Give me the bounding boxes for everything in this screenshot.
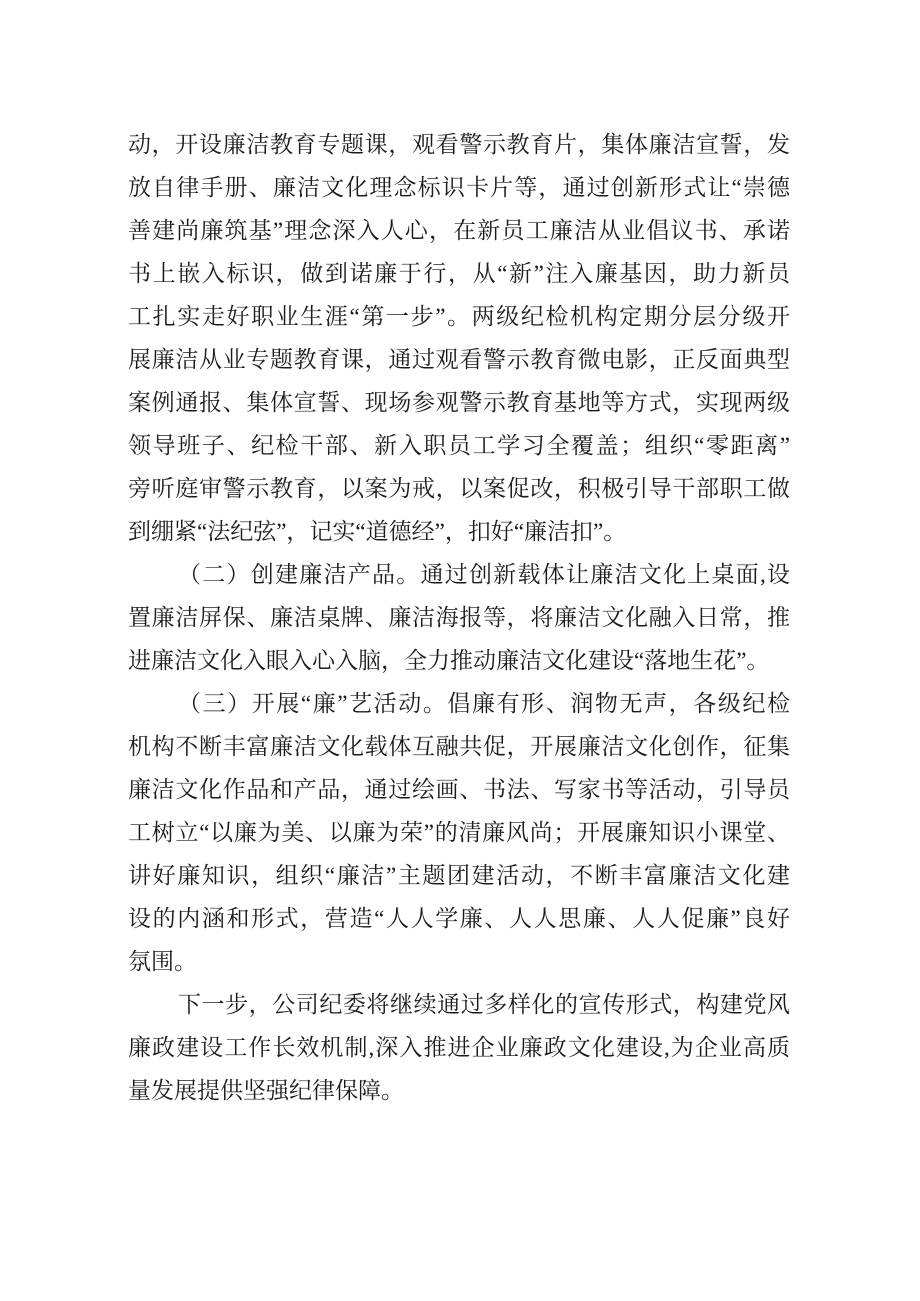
text-line: （二）创建廉洁产品。通过创新载体让廉洁文化上桌面,设 [178,562,790,587]
text-line: 机构不断丰富廉洁文化载体互融共促，开展廉洁文化创作，征集 [128,734,790,759]
document-body [128,123,790,1112]
text-line: 量发展提供坚强纪律保障。 [128,1078,404,1103]
text-line: 放自律手册、廉洁文化理念标识卡片等，通过创新形式让“崇德 [128,175,790,200]
text-line: 廉政建设工作长效机制,深入推进企业廉政文化建设,为企业高质 [128,1035,790,1060]
text-line: 置廉洁屏保、廉洁桌牌、廉洁海报等，将廉洁文化融入日常，推 [128,605,790,630]
text-line: 动，开设廉洁教育专题课，观看警示教育片，集体廉洁宣誓，发 [128,132,790,157]
text-line: 进廉洁文化入眼入心入脑，全力推动廉洁文化建设“落地生花”。 [128,648,770,673]
text-line: 善建尚廉筑基”理念深入人心，在新员工廉洁从业倡议书、承诺 [128,218,790,243]
text-line: 下一步，公司纪委将继续通过多样化的宣传形式，构建党风 [178,992,790,1017]
text-line: 氛围。 [128,949,197,974]
text-line: 工树立“以廉为美、以廉为荣”的清廉风尚；开展廉知识小课堂、 [128,820,790,845]
text-line: （三）开展“廉”艺活动。倡廉有形、润物无声，各级纪检 [178,691,790,716]
text-line: 展廉洁从业专题教育课，通过观看警示教育微电影，正反面典型 [128,347,790,372]
text-line: 领导班子、纪检干部、新入职员工学习全覆盖；组织“零距离” [128,433,790,458]
text-line: 讲好廉知识，组织“廉洁”主题团建活动，不断丰富廉洁文化建 [128,863,790,888]
paragraph-closing-next-steps [128,983,790,1112]
text-line: 设的内涵和形式，营造“人人学廉、人人思廉、人人促廉”良好 [128,906,790,931]
text-line: 旁听庭审警示教育，以案为戒，以案促改，积极引导干部职工做 [128,476,790,501]
text-line: 书上嵌入标识，做到诺廉于行，从“新”注入廉基因，助力新员 [128,261,790,286]
paragraph-item-3-art-activities [128,682,790,983]
text-line: 廉洁文化作品和产品，通过绘画、书法、写家书等活动，引导员 [128,777,790,802]
text-line: 案例通报、集体宣誓、现场参观警示教育基地等方式，实现两级 [128,390,790,415]
text-line: 工扎实走好职业生涯“第一步”。两级纪检机构定期分层分级开 [128,304,790,329]
paragraph-item-2-products [128,553,790,682]
paragraph-continuation-education [128,123,790,553]
text-line: 到绷紧“法纪弦”，记实“道德经”，扣好“廉洁扣”。 [128,519,627,544]
